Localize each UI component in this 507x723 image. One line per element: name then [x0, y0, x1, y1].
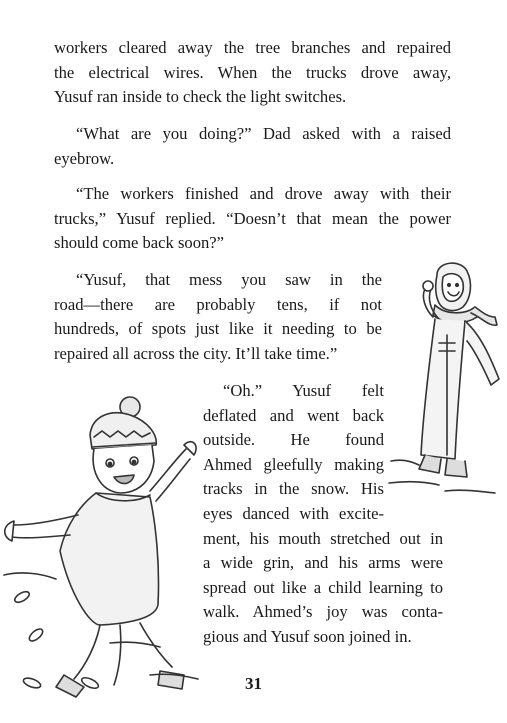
text-line: repaired all across the city. It’ll take time.” [54, 343, 338, 363]
text-line: hundreds, of spots just like it needing to be [54, 319, 382, 338]
text-line: Yusuf ran inside to check the light switches. [54, 87, 347, 106]
text-line: “The workers finished and drove away with their [76, 184, 451, 203]
text-line: tracks in the snow. His [203, 479, 384, 499]
text-line: trucks,” Yusuf replied. “Doesn’t that mean the power [54, 208, 451, 228]
text-line: spread out like a child learning to [203, 577, 443, 597]
paragraph-4 [54, 268, 382, 366]
text-line: “Yusuf, that mess you saw in the [76, 270, 382, 289]
boy-illustration [0, 375, 205, 700]
text-line: the electrical wires. When the trucks drove away, [54, 62, 451, 82]
text-line: “Oh.” Yusuf felt [223, 381, 384, 400]
girl-illustration [385, 255, 507, 500]
paragraph-2 [54, 122, 451, 171]
paragraph-1 [54, 36, 451, 110]
text-line: deflated and went back [203, 405, 384, 425]
text-line: a wide grin, and his arms were [203, 553, 443, 573]
text-line: eyes danced with excite- [203, 503, 384, 523]
text-line: workers cleared away the tree branches and repaired [54, 38, 451, 57]
text-line: should come back soon?” [54, 233, 225, 252]
paragraph-5 [203, 379, 443, 650]
text-line: road—there are probably tens, if not [54, 294, 382, 314]
text-line: walk. Ahmed’s joy was conta- [203, 602, 443, 622]
page-number: 31 [245, 674, 262, 693]
text-line: eyebrow. [54, 148, 115, 168]
text-line: Ahmed gleefully making [203, 454, 384, 474]
text-line: gious and Yusuf soon joined in. [203, 626, 412, 646]
text-line: outside. He found [203, 430, 384, 450]
text-line: “What are you doing?” Dad asked with a raised [76, 124, 451, 143]
paragraph-3 [54, 182, 451, 256]
text-line: ment, his mouth stretched out in [203, 528, 443, 548]
